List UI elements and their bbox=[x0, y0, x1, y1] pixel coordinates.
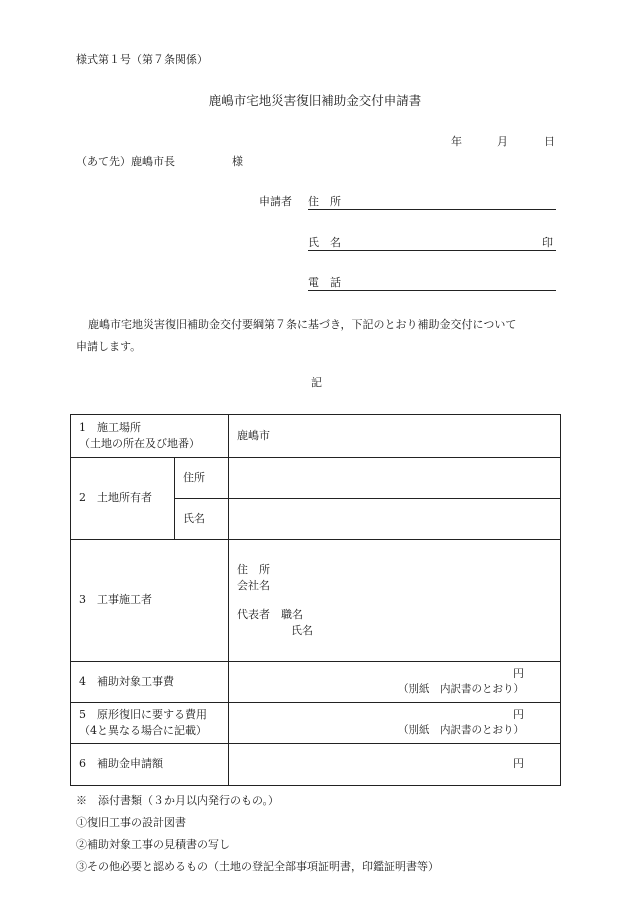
site-sublabel: （土地の所在及び地番） bbox=[79, 437, 200, 450]
owner-label-cell bbox=[71, 458, 175, 540]
attachment-item: ①復旧工事の設計図書 bbox=[76, 816, 186, 829]
cost-field[interactable] bbox=[229, 662, 561, 703]
contractor-field[interactable] bbox=[229, 540, 561, 662]
ki-heading: 記 bbox=[311, 376, 322, 389]
table-row bbox=[71, 458, 561, 499]
owner-name-field[interactable] bbox=[229, 499, 561, 540]
contractor-label: 3 工事施工者 bbox=[79, 593, 152, 607]
table-row bbox=[71, 662, 561, 703]
date-day: 日 bbox=[544, 135, 555, 148]
restoration-label: 5 原形復旧に要する費用 bbox=[79, 707, 207, 721]
site-label-cell bbox=[71, 415, 229, 458]
cost-label: 4 補助対象工事費 bbox=[79, 674, 174, 688]
body-text-line1: 鹿嶋市宅地災害復旧補助金交付要綱第７条に基づき，下記のとおり補助金交付について bbox=[88, 318, 517, 331]
applicant-address-label: 住 所 bbox=[308, 195, 341, 208]
table-row bbox=[71, 540, 561, 662]
owner-name-label-cell bbox=[175, 499, 229, 540]
restoration-sublabel: （4と異なる場合に記載） bbox=[79, 724, 207, 737]
cost-yen: 円 bbox=[513, 666, 524, 680]
contractor-rep-label: 代表者 職名 bbox=[237, 607, 303, 621]
body-text-line2: 申請します。 bbox=[76, 340, 142, 353]
table-row bbox=[71, 703, 561, 744]
applicant-name-line[interactable] bbox=[308, 250, 556, 251]
restoration-label-cell bbox=[71, 703, 229, 744]
request-field[interactable] bbox=[229, 744, 561, 786]
restoration-field[interactable] bbox=[229, 703, 561, 744]
contractor-company-label: 会社名 bbox=[237, 579, 270, 592]
addressee: （あて先）鹿嶋市長 bbox=[76, 155, 175, 168]
attachment-item: ③その他必要と認めるもの（土地の登記全部事項証明書，印鑑証明書等） bbox=[76, 860, 439, 873]
owner-address-label-cell bbox=[175, 458, 229, 499]
applicant-address-line[interactable] bbox=[308, 209, 556, 210]
form-number: 様式第１号（第７条関係） bbox=[76, 53, 208, 66]
attachments-section bbox=[76, 790, 439, 878]
applicant-phone-label: 電 話 bbox=[308, 276, 341, 289]
document-title: 鹿嶋市宅地災害復旧補助金交付申請書 bbox=[208, 93, 422, 108]
attachments-heading: ※ 添付書類（３か月以内発行のもの。） bbox=[76, 794, 280, 807]
restoration-yen: 円 bbox=[513, 707, 524, 721]
table-row bbox=[71, 744, 561, 786]
owner-label: 2 土地所有者 bbox=[79, 491, 152, 505]
applicant-label: 申請者 bbox=[259, 195, 292, 208]
site-value: 鹿嶋市 bbox=[237, 428, 270, 442]
attachment-item: ②補助対象工事の見積書の写し bbox=[76, 838, 230, 851]
site-label: 1 施工場所 bbox=[79, 420, 141, 434]
applicant-phone-line[interactable] bbox=[308, 290, 556, 291]
application-table bbox=[70, 414, 561, 786]
owner-address-field[interactable] bbox=[229, 458, 561, 499]
site-value-cell[interactable] bbox=[229, 415, 561, 458]
request-label-cell bbox=[71, 744, 229, 786]
honorific: 様 bbox=[232, 155, 243, 168]
applicant-name-label: 氏 名 bbox=[308, 236, 341, 249]
request-yen: 円 bbox=[513, 757, 524, 771]
cost-note: （別紙 内訳書のとおり） bbox=[398, 683, 524, 696]
contractor-label-cell bbox=[71, 540, 229, 662]
date-year: 年 bbox=[451, 135, 462, 148]
restoration-note: （別紙 内訳書のとおり） bbox=[398, 724, 524, 737]
date-month: 月 bbox=[497, 135, 508, 148]
owner-name-label: 氏名 bbox=[183, 511, 205, 525]
cost-label-cell bbox=[71, 662, 229, 703]
contractor-rep-name-label: 氏名 bbox=[291, 624, 313, 637]
seal-mark: 印 bbox=[542, 236, 553, 249]
request-label: 6 補助金申請額 bbox=[79, 757, 163, 771]
contractor-address-label: 住 所 bbox=[237, 562, 270, 576]
table-row bbox=[71, 415, 561, 458]
owner-address-label: 住所 bbox=[183, 470, 205, 484]
